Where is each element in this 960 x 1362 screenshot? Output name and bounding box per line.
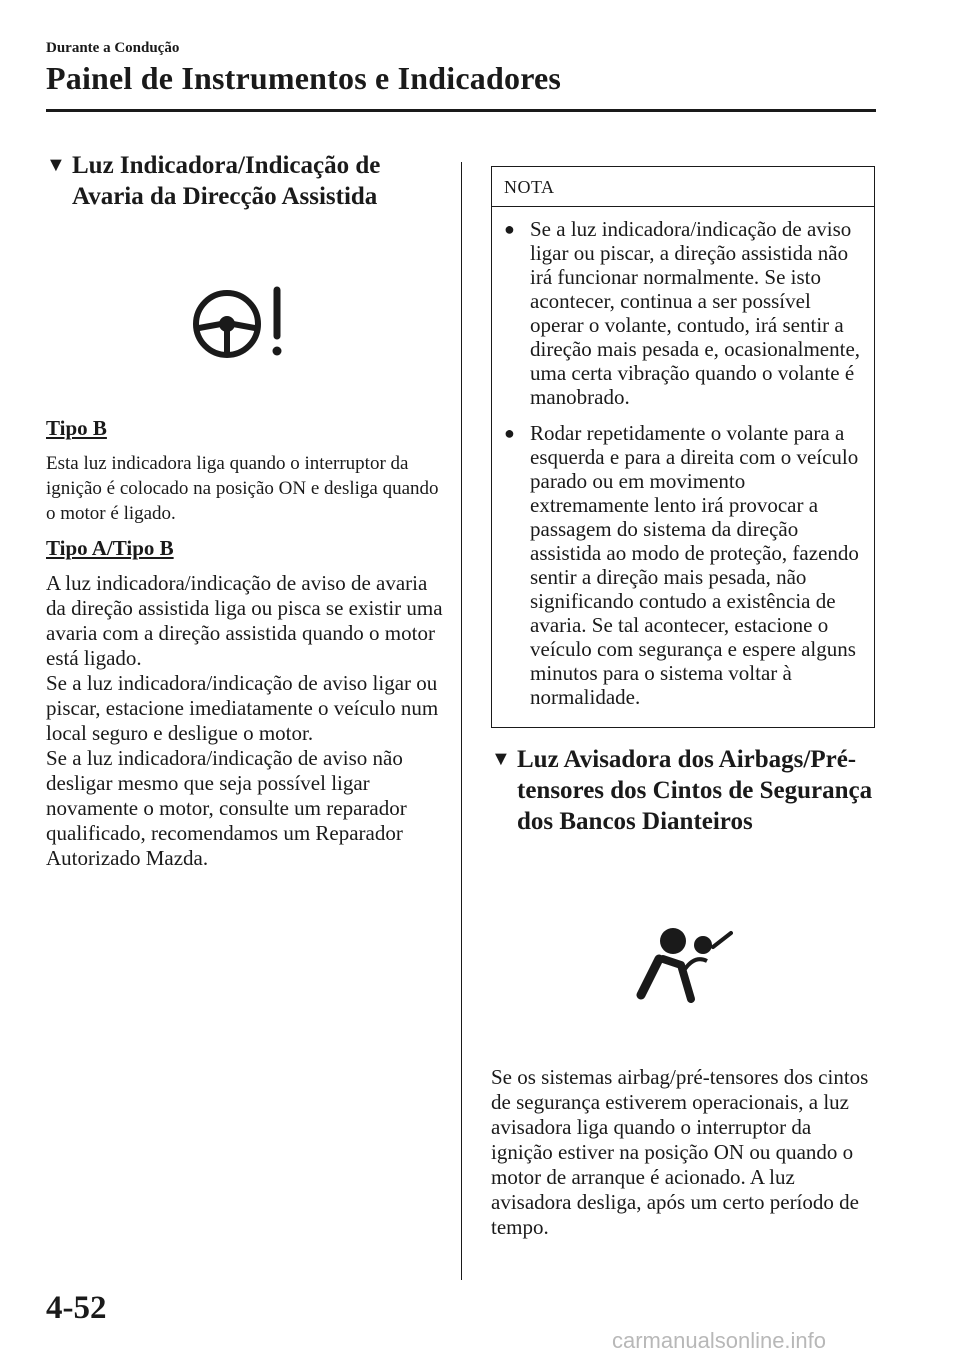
page-number: 4-52 — [46, 1290, 107, 1326]
steering-warning-icon-box — [46, 284, 446, 364]
note-item — [504, 217, 864, 409]
subheading-tipo-a-b: Tipo A/Tipo B — [46, 536, 174, 560]
section-marker-icon: ▼ — [46, 154, 66, 176]
paragraph: Se a luz indicadora/indicação de aviso não desligar mesmo que seja possível ligar novamente o motor, consulte um reparador qualificado, recomendamos um Reparador Autorizado Mazda. — [46, 746, 407, 870]
paragraph: A luz indicadora/indicação de aviso de avaria da direção assistida liga ou pisca se existir uma avaria com a direção assistida quando o motor está ligado. — [46, 571, 443, 670]
running-head: Durante a Condução — [46, 40, 180, 56]
section-title-power-steering — [46, 150, 446, 212]
bullet-icon: ● — [504, 219, 515, 239]
left-column — [46, 150, 446, 871]
section-marker-icon: ▼ — [491, 748, 511, 770]
subheading-tipo-b: Tipo B — [46, 416, 107, 440]
column-divider — [461, 162, 462, 1280]
steering-warning-icon — [191, 284, 301, 364]
section-title-line: Luz Indicadora/Indicação de — [72, 152, 381, 179]
airbag-icon — [633, 925, 733, 1005]
note-box — [491, 166, 875, 728]
watermark: carmanualsonline.info — [612, 1328, 827, 1353]
note-label: NOTA — [492, 167, 874, 207]
section-title-airbag — [491, 744, 875, 837]
note-item-text: Rodar repetidamente o volante para a esquerda e para a direita com o veículo parado ou em movimento extremamente lento irá provocar a passagem do sistema da direção assistida ao modo de proteção, fazendo sentir a direção mais pesada, não significando contudo a existência de avaria. Se tal acontecer, estacione o veículo com segurança e espere alguns minutos para o sistema voltar à normalidade. — [530, 421, 859, 709]
paragraph: Se os sistemas airbag/pré-tensores dos cintos de segurança estiverem operacionais, a luz avisadora liga quando o interruptor da ignição estiver na posição ON ou quando o motor de arranque é acionado. A luz avisadora desliga, após um certo período de tempo. — [491, 1065, 869, 1239]
section-title-line: Avaria da Direcção Assistida — [72, 183, 378, 210]
paragraph: Se a luz indicadora/indicação de aviso ligar ou piscar, estacione imediatamente o veículo num local seguro e desligue o motor. — [46, 671, 439, 745]
note-item — [504, 421, 864, 709]
right-column — [491, 166, 875, 1240]
section-title-line: tensores dos Cintos de Segurança — [517, 777, 873, 804]
header-rule — [46, 109, 876, 112]
section-title-line: dos Bancos Dianteiros — [517, 808, 753, 835]
page-title: Painel de Instrumentos e Indicadores — [46, 60, 562, 96]
section-title-line: Luz Avisadora dos Airbags/Pré- — [517, 746, 857, 773]
paragraph: Esta luz indicadora liga quando o interruptor da ignição é colocado na posição ON e desliga quando o motor é ligado. — [46, 453, 439, 524]
bullet-icon: ● — [504, 423, 515, 443]
note-body — [492, 207, 874, 727]
note-item-text: Se a luz indicadora/indicação de aviso ligar ou piscar, a direção assistida não irá funcionar normalmente. Se isto acontecer, continua a ser possível operar o volante, contudo, irá sentir a direção mais pesada e, ocasionalmente, uma certa vibração quando o volante é manobrado. — [530, 217, 861, 409]
airbag-icon-box — [491, 925, 875, 1005]
